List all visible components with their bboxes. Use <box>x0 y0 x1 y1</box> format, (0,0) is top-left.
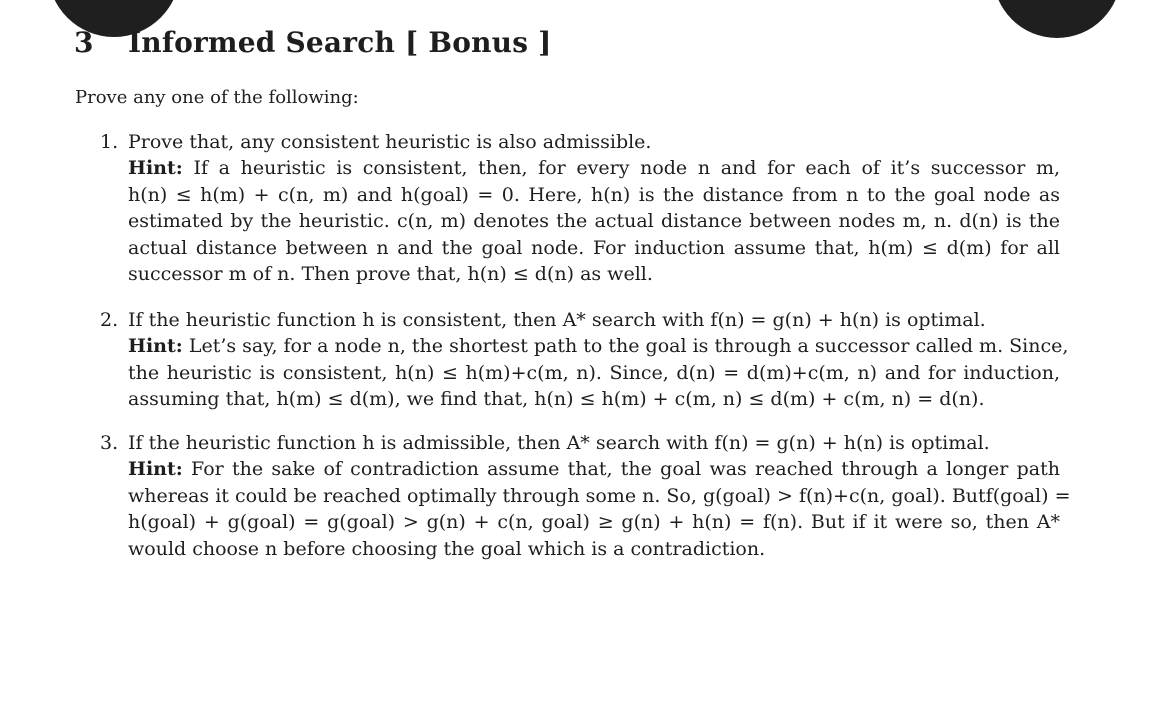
hint-text: Let’s say, for a node n, the shortest path to the goal is through a successor called m. Since, <box>188 335 1069 358</box>
hint-line: h(goal) + g(goal) = g(goal) > g(n) + c(n, goal) ≥ g(n) + h(n) = f(n). But if it were so, then A* <box>128 511 1060 534</box>
hint-text: If a heuristic is consistent, then, for every node n and for each of it’s successor m, <box>193 157 1061 180</box>
item-number: 3. <box>100 432 119 454</box>
item-statement-line <box>100 307 1060 333</box>
hint-label: Hint: <box>128 458 183 481</box>
list-item-3 <box>100 430 1071 562</box>
item-statement: If the heuristic function h is admissible, then A* search with f(n) = g(n) + h(n) is optimal. <box>128 432 990 454</box>
item-statement-line <box>100 430 1060 456</box>
section-number: 3 <box>74 26 94 59</box>
section-heading <box>74 26 552 59</box>
hint-line: successor m of n. Then prove that, h(n) ≤ d(n) as well. <box>128 262 653 285</box>
hint-line: whereas it could be reached optimally through some n. So, g(goal) > f(n)+c(n, goal). Butf(goal) = <box>128 484 1071 507</box>
hint-line <box>100 333 1069 359</box>
item-statement-line <box>100 129 1060 155</box>
list-item-1 <box>100 129 1060 287</box>
intro-text: Prove any one of the following: <box>75 87 359 108</box>
hint-line: assuming that, h(m) ≤ d(m), we find that, h(n) ≤ h(m) + c(m, n) ≤ d(m) + c(m, n) = d(n). <box>128 388 985 411</box>
hint-line: actual distance between n and the goal node. For induction assume that, h(m) ≤ d(m) for all <box>128 236 1060 259</box>
hint-line: h(n) ≤ h(m) + c(n, m) and h(goal) = 0. Here, h(n) is the distance from n to the goal node as <box>128 183 1060 206</box>
hint-line <box>100 456 1060 482</box>
item-statement: If the heuristic function h is consistent, then A* search with f(n) = g(n) + h(n) is optimal. <box>128 309 986 331</box>
item-statement: Prove that, any consistent heuristic is also admissible. <box>128 131 652 153</box>
hint-line: estimated by the heuristic. c(n, m) denotes the actual distance between nodes m, n. d(n) is the <box>128 210 1060 233</box>
camera-hole-right <box>993 0 1121 38</box>
hint-label: Hint: <box>128 157 183 180</box>
hint-label: Hint: <box>128 335 183 358</box>
hint-line: the heuristic is consistent, h(n) ≤ h(m)+c(m, n). Since, d(n) = d(m)+c(m, n) and for induction, <box>128 361 1060 384</box>
section-title: Informed Search [ Bonus ] <box>128 26 552 59</box>
hint-line: would choose n before choosing the goal which is a contradiction. <box>128 537 766 560</box>
hint-text: For the sake of contradiction assume that, the goal was reached through a longer path <box>191 458 1060 481</box>
item-number: 2. <box>100 309 119 331</box>
hint-line <box>100 155 1060 181</box>
list-item-2 <box>100 307 1069 413</box>
item-number: 1. <box>100 131 119 153</box>
